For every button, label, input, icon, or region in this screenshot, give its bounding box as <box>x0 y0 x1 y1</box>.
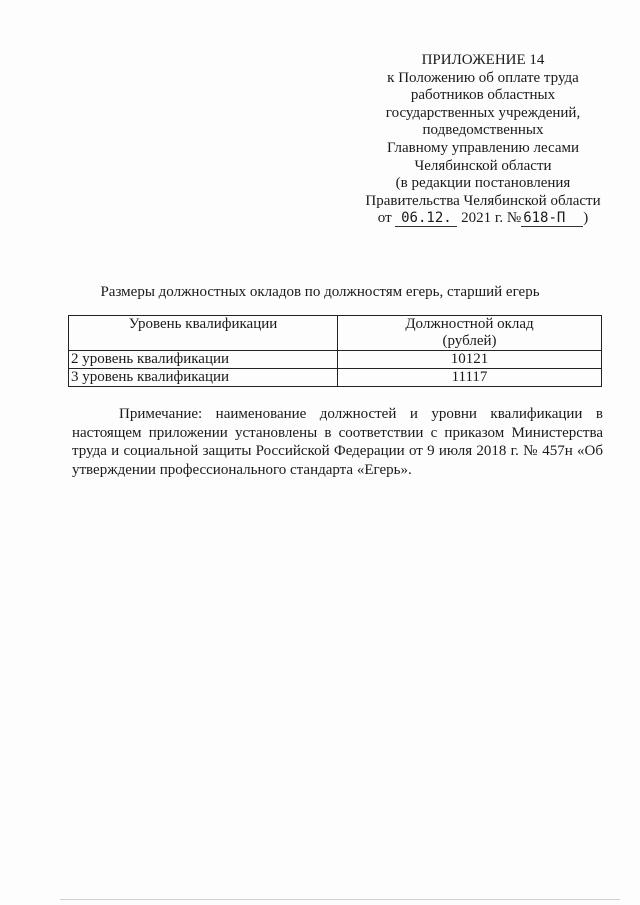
header-line: подведомственных <box>422 122 544 139</box>
year-text: 2021 г. № <box>461 210 522 227</box>
header-line: Челябинской области <box>414 157 552 174</box>
header-line: Правительства Челябинской области <box>365 192 601 209</box>
resolution-date-line <box>340 210 626 228</box>
level-cell: 3 уровень квалификации <box>69 369 338 387</box>
column-header-level: Уровень квалификации <box>69 316 338 351</box>
header-line: государственных учреждений, <box>385 104 581 121</box>
header-line: к Положению об оплате труда <box>387 69 579 86</box>
document-title: Размеры должностных окладов по должностям егерь, старший егерь <box>100 284 540 300</box>
appendix-label: ПРИЛОЖЕНИЕ 14 <box>421 52 545 68</box>
appendix-header <box>340 52 626 228</box>
page-edge-divider <box>60 899 620 900</box>
table-row <box>69 351 602 369</box>
level-cell: 2 уровень квалификации <box>69 351 338 369</box>
column-header-salary-unit: (рублей) <box>442 333 497 349</box>
salary-cell: 10121 <box>338 351 602 369</box>
salary-table <box>68 315 602 387</box>
header-line: (в редакции постановления <box>395 175 571 192</box>
handwritten-number: 618-П <box>521 211 583 227</box>
table-header-row <box>69 316 602 351</box>
column-header-salary-title: Должностной оклад <box>405 316 534 332</box>
header-line: Главному управлению лесами <box>386 139 579 156</box>
header-line: работников областных <box>410 87 556 104</box>
note-paragraph: Примечание: наименование должностей и уровни квалификации в настоящем приложении установлены в соответствии с приказом Министерства труда и социальной защиты Российской Федерации от 9 июля 2018 г. № 457н «Об утверждении профессионального стандарта «Егерь». <box>72 406 603 478</box>
handwritten-date: 06.12. <box>395 211 457 227</box>
date-suffix: ) <box>583 210 589 227</box>
salary-cell: 11117 <box>338 369 602 387</box>
column-header-salary <box>338 316 602 351</box>
date-prefix: от <box>377 210 392 227</box>
table-row <box>69 369 602 387</box>
